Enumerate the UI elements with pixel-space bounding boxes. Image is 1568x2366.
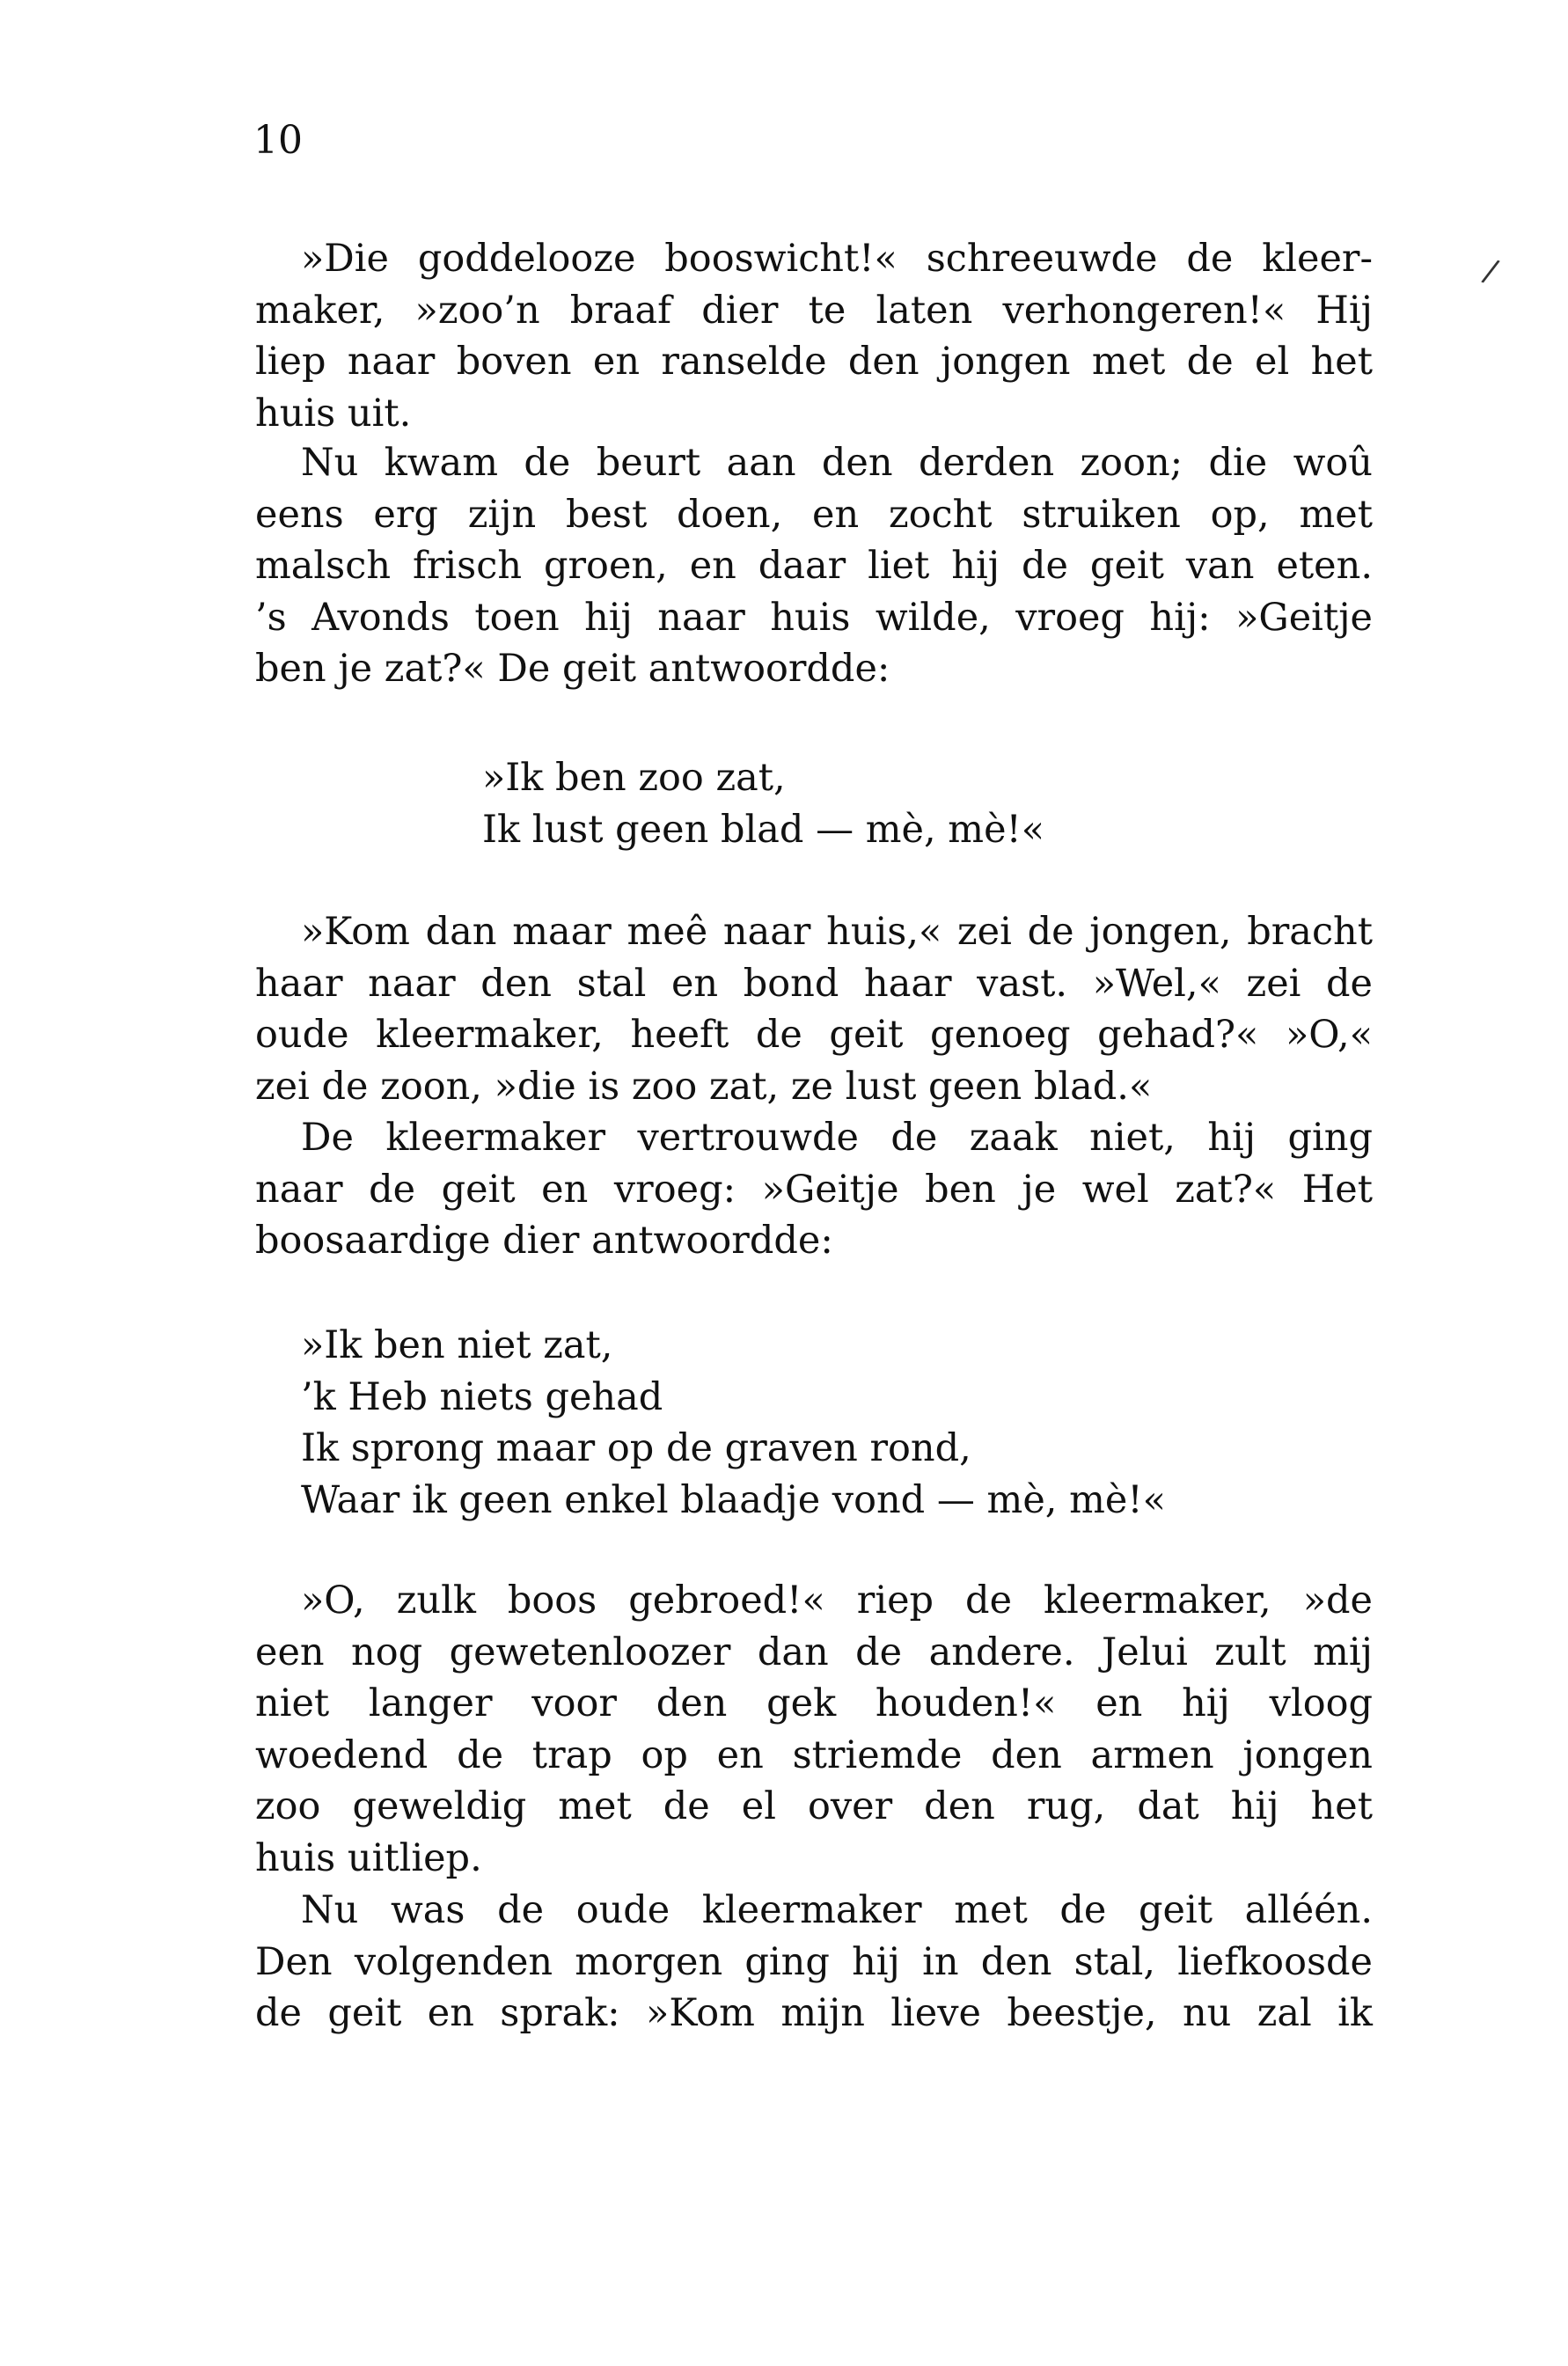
paragraph-4 [255, 1112, 1373, 1267]
text-line: woedend de trap op en striemde den armen jongen [255, 1732, 1373, 1777]
text-line: ben je zat?« De geit antwoordde: [255, 647, 890, 691]
verse-line: Ik lust geen blad — mè, mè!« [482, 807, 1045, 852]
text-line: »Die goddelooze booswicht!« schreeuwde de kleer- [301, 237, 1373, 281]
text-line: Den volgenden morgen ging hij in den stal, liefkoosde [255, 1939, 1373, 1984]
text-line: een nog gewetenloozer dan de andere. Jelui zult mij [255, 1630, 1373, 1674]
text-line: de geit en sprak: »Kom mijn lieve beestje, nu zal ik [255, 1991, 1373, 2035]
paragraph-6 [255, 1885, 1373, 2040]
text-line: »Kom dan maar meê naar huis,« zei de jongen, bracht [301, 910, 1373, 954]
text-line: ’s Avonds toen hij naar huis wilde, vroeg hij: »Geitje [255, 595, 1373, 640]
text-line: Nu was de oude kleermaker met de geit alléén. [301, 1888, 1373, 1932]
text-line: oude kleermaker, heeft de geit genoeg gehad?« »O,« [255, 1013, 1373, 1057]
text-line: huis uitliep. [255, 1835, 482, 1880]
stray-pencil-mark: / [1479, 253, 1502, 290]
verse-line: »Ik ben niet zat, [301, 1323, 613, 1367]
text-line: Nu kwam de beurt aan den derden zoon; die woû [301, 441, 1373, 485]
verse-line: »Ik ben zoo zat, [482, 756, 786, 800]
text-line: zei de zoon, »die is zoo zat, ze lust geen blad.« [255, 1064, 1153, 1109]
text-line: boosaardige dier antwoordde: [255, 1219, 833, 1263]
text-line: liep naar boven en ranselde den jongen met de el het [255, 340, 1373, 384]
paragraph-1 [255, 233, 1373, 439]
paragraph-2 [255, 437, 1373, 695]
text-line: eens erg zijn best doen, en zocht struiken op, met [255, 492, 1373, 537]
text-line: zoo geweldig met de el over den rug, dat hij het [255, 1784, 1373, 1828]
text-line: maker, »zoo’n braaf dier te laten verhongeren!« Hij [255, 288, 1373, 333]
text-line: haar naar den stal en bond haar vast. »Wel,« zei de [255, 961, 1373, 1006]
verse-line: ’k Heb niets gehad [301, 1374, 663, 1419]
verse-1 [482, 752, 1044, 855]
text-line: malsch frisch groen, en daar liet hij de geit van eten. [255, 544, 1373, 588]
verse-line: Ik sprong maar op de graven rond, [301, 1426, 971, 1470]
text-line: naar de geit en vroeg: »Geitje ben je wel zat?« Het [255, 1167, 1373, 1212]
paragraph-5 [255, 1575, 1373, 1884]
page-number: 10 [253, 118, 303, 163]
verse-line: Waar ik geen enkel blaadje vond — mè, mè!« [301, 1477, 1166, 1522]
verse-2 [301, 1320, 1166, 1526]
paragraph-3 [255, 906, 1373, 1112]
text-line: De kleermaker vertrouwde de zaak niet, hij ging [301, 1116, 1373, 1160]
text-line: huis uit. [255, 391, 412, 436]
text-line: »O, zulk boos gebroed!« riep de kleermaker, »de [301, 1579, 1373, 1623]
text-line: niet langer voor den gek houden!« en hij vloog [255, 1681, 1373, 1725]
